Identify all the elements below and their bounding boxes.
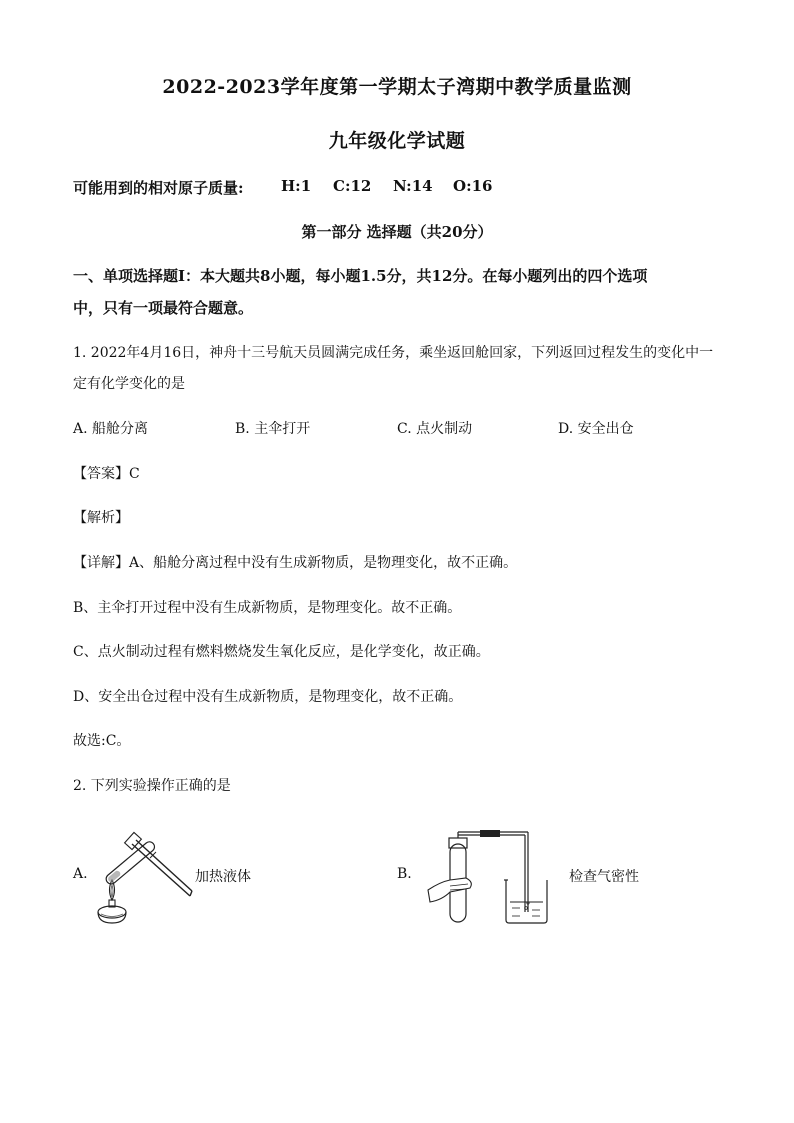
q2-option-b-letter: B. xyxy=(397,866,412,882)
q1-option-c: C. 点火制动 xyxy=(397,421,473,437)
atomic-mass-h: H:1 xyxy=(281,177,312,195)
exam-subtitle: 九年级化学试题 xyxy=(328,130,466,152)
heating-liquid-icon xyxy=(92,828,197,928)
q1-detail-d: D、安全出仓过程中没有生成新物质，是物理变化，故不正确。 xyxy=(73,689,463,705)
section-instruction-line1: 一、单项选择题Ⅰ：本大题共8小题，每小题1.5分，共12分。在每小题列出的四个选项 xyxy=(73,267,648,285)
q1-analysis-tag: 【解析】 xyxy=(73,510,129,526)
part-one-heading: 第一部分 选择题（共20分） xyxy=(301,223,493,241)
q1-stem-line1: 1. 2022年4月16日，神舟十三号航天员圆满完成任务，乘坐返回舱回家，下列返回过程发生的变化中一 xyxy=(73,345,714,361)
q2-option-a-letter: A. xyxy=(73,866,88,882)
q1-option-a: A. 船舱分离 xyxy=(73,421,149,437)
q1-detail-c: C、点火制动过程有燃料燃烧发生氧化反应，是化学变化，故正确。 xyxy=(73,644,490,660)
airtightness-check-icon xyxy=(420,830,560,925)
atomic-mass-n: N:14 xyxy=(393,177,433,195)
q1-conclusion: 故选:C。 xyxy=(73,733,131,749)
exam-title: 2022-2023学年度第一学期太子湾期中教学质量监测 xyxy=(162,76,632,98)
q1-stem-line2: 定有化学变化的是 xyxy=(73,376,185,392)
q2-option-a-caption: 加热液体 xyxy=(195,869,251,885)
atomic-mass-line xyxy=(73,177,493,198)
q1-option-b: B. 主伞打开 xyxy=(235,421,311,437)
q1-detail-b: B、主伞打开过程中没有生成新物质，是物理变化。故不正确。 xyxy=(73,600,462,616)
q1-option-d: D. 安全出仓 xyxy=(558,421,634,437)
q1-detail-a: 【详解】A、船舱分离过程中没有生成新物质，是物理变化，故不正确。 xyxy=(73,555,518,571)
q1-answer: 【答案】C xyxy=(73,466,140,482)
q2-option-b-caption: 检查气密性 xyxy=(569,869,639,885)
atomic-mass-c: C:12 xyxy=(333,177,372,195)
atomic-mass-o: O:16 xyxy=(453,177,493,195)
q2-stem: 2. 下列实验操作正确的是 xyxy=(73,778,231,794)
atomic-mass-label: 可能用到的相对原子质量: xyxy=(73,179,244,197)
section-instruction-line2: 中，只有一项最符合题意。 xyxy=(73,299,254,317)
